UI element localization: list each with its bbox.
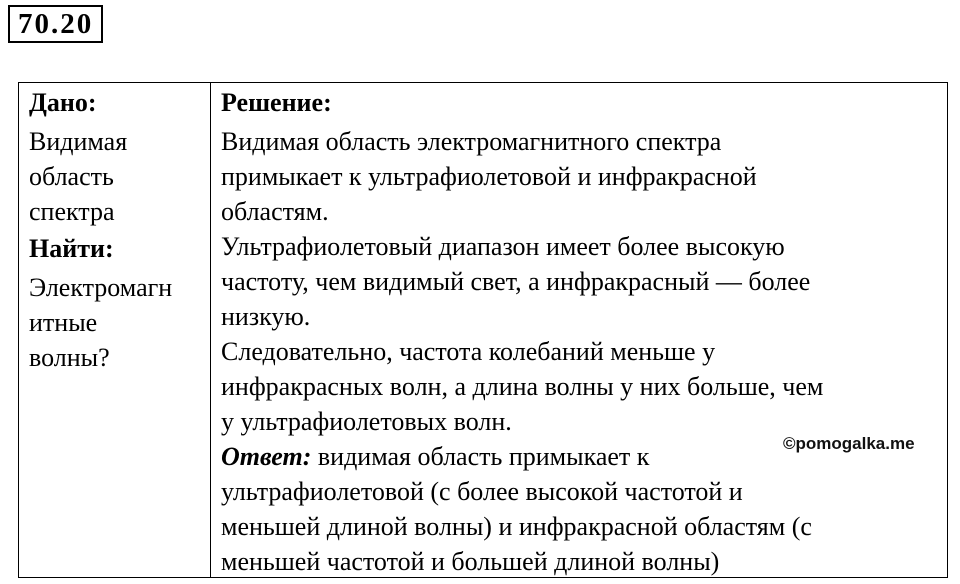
solution-line: у ультрафиолетовых волн. <box>221 407 512 436</box>
given-line: спектра <box>29 197 115 226</box>
given-line: область <box>29 162 114 191</box>
task-table <box>18 82 948 578</box>
solution-line: областям. <box>221 197 329 226</box>
solution-line: низкую. <box>221 302 311 331</box>
solution-line: частоту, чем видимый свет, а инфракрасный — более <box>221 267 811 296</box>
answer-text: видимая область примыкает к <box>311 442 650 471</box>
solution-line: Следовательно, частота колебаний меньше у <box>221 337 716 366</box>
solution-line: примыкает к ультрафиолетовой и инфракрасной <box>221 162 757 191</box>
answer-label: Ответ: <box>221 442 312 471</box>
solution-text <box>221 124 947 579</box>
find-line: волны? <box>29 343 110 372</box>
given-line: Видимая <box>29 127 128 156</box>
answer-line: меньшей частотой и большей длиной волны) <box>221 547 720 576</box>
find-line: итные <box>29 308 98 337</box>
given-header: Дано: <box>29 88 97 117</box>
answer-line: ультрафиолетовой (с более высокой частотой и <box>221 477 743 506</box>
solution-header: Решение: <box>221 88 332 117</box>
find-line: Электромагн <box>29 273 173 302</box>
problem-number: 70.20 <box>8 5 103 43</box>
solution-column <box>211 83 947 577</box>
find-text <box>29 270 210 375</box>
watermark: ©pomogalka.me <box>783 434 915 453</box>
solution-line: инфракрасных волн, а длина волны у них больше, чем <box>221 372 824 401</box>
find-header: Найти: <box>29 234 114 263</box>
answer-line: меньшей длиной волны) и инфракрасной областям (с <box>221 512 812 541</box>
solution-line: Видимая область электромагнитного спектра <box>221 127 722 156</box>
given-text <box>29 124 210 229</box>
solution-line: Ультрафиолетовый диапазон имеет более высокую <box>221 232 785 261</box>
given-column <box>19 83 211 577</box>
